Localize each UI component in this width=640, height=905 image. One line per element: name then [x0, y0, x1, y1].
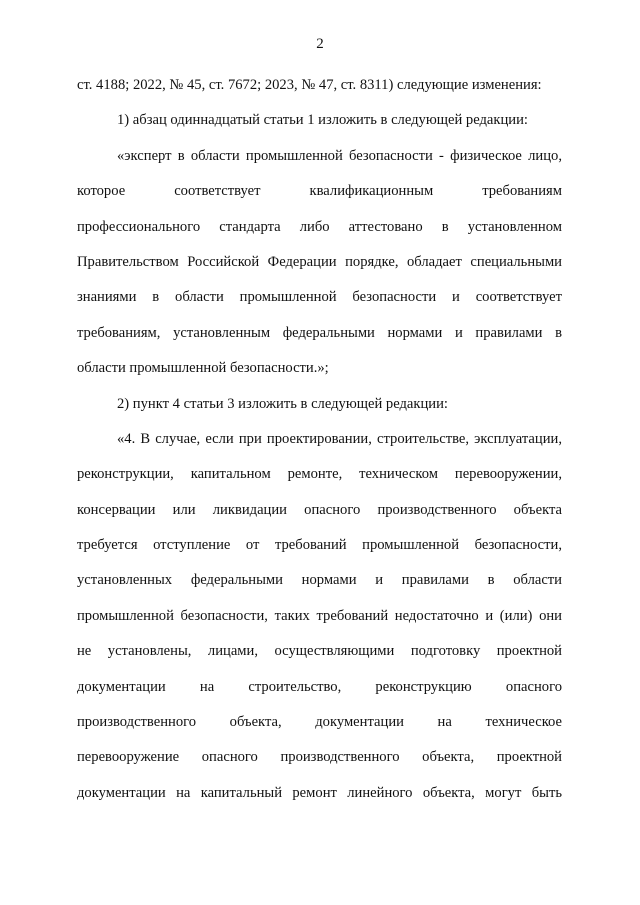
- page-number: 2: [316, 36, 324, 52]
- document-body: [77, 68, 562, 811]
- text-line: «эксперт в области промышленной безопасности - физическое лицо,: [117, 147, 562, 164]
- text-line: области промышленной безопасности.»;: [77, 360, 329, 377]
- text-line: которое соответствует квалификационным требованиям: [77, 183, 562, 200]
- text-line: требуется отступление от требований промышленной безопасности,: [77, 537, 562, 554]
- text-line: знаниями в области промышленной безопасности и соответствует: [77, 289, 562, 306]
- text-line: промышленной безопасности, таких требований недостаточно и (или) они: [77, 607, 562, 624]
- text-line: перевооружение опасного производственного объекта, проектной: [77, 749, 562, 766]
- text-line: 1) абзац одиннадцатый статьи 1 изложить в следующей редакции:: [117, 112, 528, 129]
- text-line: установленных федеральными нормами и правилами в области: [77, 572, 562, 589]
- text-line: профессионального стандарта либо аттестовано в установленном: [77, 218, 562, 235]
- text-line: «4. В случае, если при проектировании, строительстве, эксплуатации,: [117, 430, 562, 447]
- text-line: Правительством Российской Федерации порядке, обладает специальными: [77, 253, 562, 270]
- text-line: производственного объекта, документации на техническое: [77, 714, 562, 731]
- text-line: документации на капитальный ремонт линейного объекта, могут быть: [77, 784, 562, 801]
- text-line: документации на строительство, реконструкцию опасного: [77, 678, 562, 695]
- text-line: реконструкции, капитальном ремонте, техническом перевооружении,: [77, 466, 562, 483]
- text-line: не установлены, лицами, осуществляющими подготовку проектной: [77, 643, 562, 660]
- text-line: консервации или ликвидации опасного производственного объекта: [77, 501, 562, 518]
- text-line: требованиям, установленным федеральными нормами и правилами в: [77, 324, 562, 341]
- text-line: ст. 4188; 2022, № 45, ст. 7672; 2023, № 47, ст. 8311) следующие изменения:: [77, 77, 542, 93]
- text-line: 2) пункт 4 статьи 3 изложить в следующей редакции:: [117, 395, 448, 412]
